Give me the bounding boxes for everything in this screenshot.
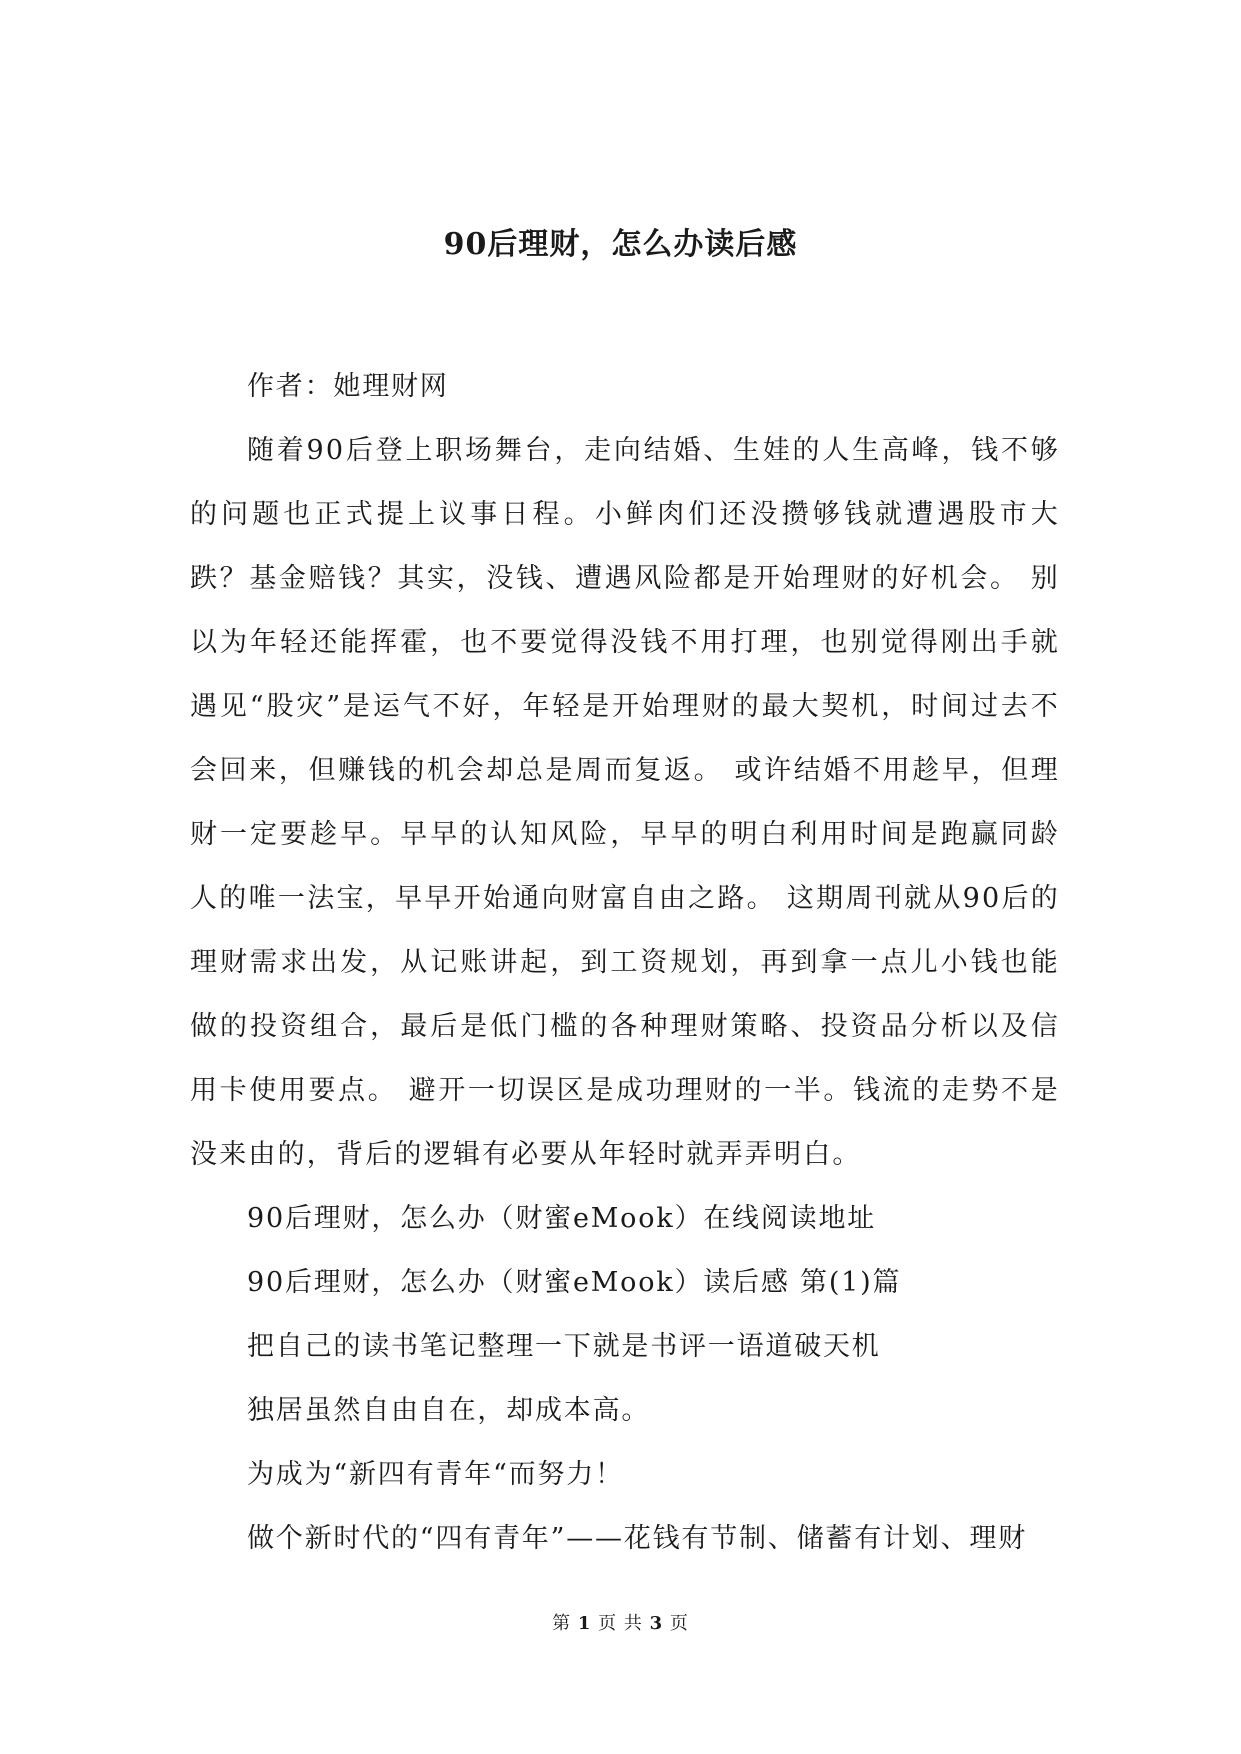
total-pages-number: 3	[649, 1613, 664, 1634]
online-reading-link-line: 90后理财，怎么办（财蜜eMook）在线阅读地址	[247, 1203, 877, 1234]
text-line: 把自己的读书笔记整理一下就是书评一语道破天机	[247, 1331, 881, 1362]
author-line: 作者：她理财网	[247, 371, 449, 402]
text-line: 为成为“新四有青年“而努力！	[247, 1459, 624, 1490]
document-title: 90后理财，怎么办读后感	[443, 227, 798, 262]
page-footer	[0, 1612, 1241, 1636]
intro-paragraph: 随着90后登上职场舞台，走向结婚、生娃的人生高峰，钱不够的问题也正式提上议事日程。小鲜肉们还没攒够钱就遭遇股市大跌？基金赔钱？其实，没钱、遭遇风险都是开始理财的好机会。 别以为年轻还能挥霍，也不要觉得没钱不用打理，也别觉得刚出手就遇见“股灾”是运气不好，年轻是开始理财的最大契机，时间过去不会回来，但赚钱的机会却总是周而复返。 或许结婚不用趁早，但理财一定要趁早。早早的认知风险，早早的明白利用时间是跑赢同龄人的唯一法宝，早早开始通向财富自由之路。 这期周刊就从90后的理财需求出发，从记账讲起，到工资规划，再到拿一点儿小钱也能做的投资组合，最后是低门槛的各种理财策略、投资品分析以及信用卡使用要点。 避开一切误区是成功理财的一半。钱流的走势不是没来由的，背后的逻辑有必要从年轻时就弄弄明白。	[190, 435, 1060, 1170]
text-line: 做个新时代的“四有青年”——花钱有节制、储蓄有计划、理财	[247, 1523, 1028, 1554]
document-body	[190, 355, 1060, 1571]
review-heading-line: 90后理财，怎么办（财蜜eMook）读后感 第(1)篇	[247, 1267, 902, 1298]
footer-middle: 页 共	[598, 1613, 643, 1634]
footer-prefix: 第	[552, 1613, 572, 1634]
text-line: 独居虽然自由自在，却成本高。	[247, 1395, 651, 1426]
footer-suffix: 页	[669, 1613, 689, 1634]
current-page-number: 1	[577, 1613, 592, 1634]
